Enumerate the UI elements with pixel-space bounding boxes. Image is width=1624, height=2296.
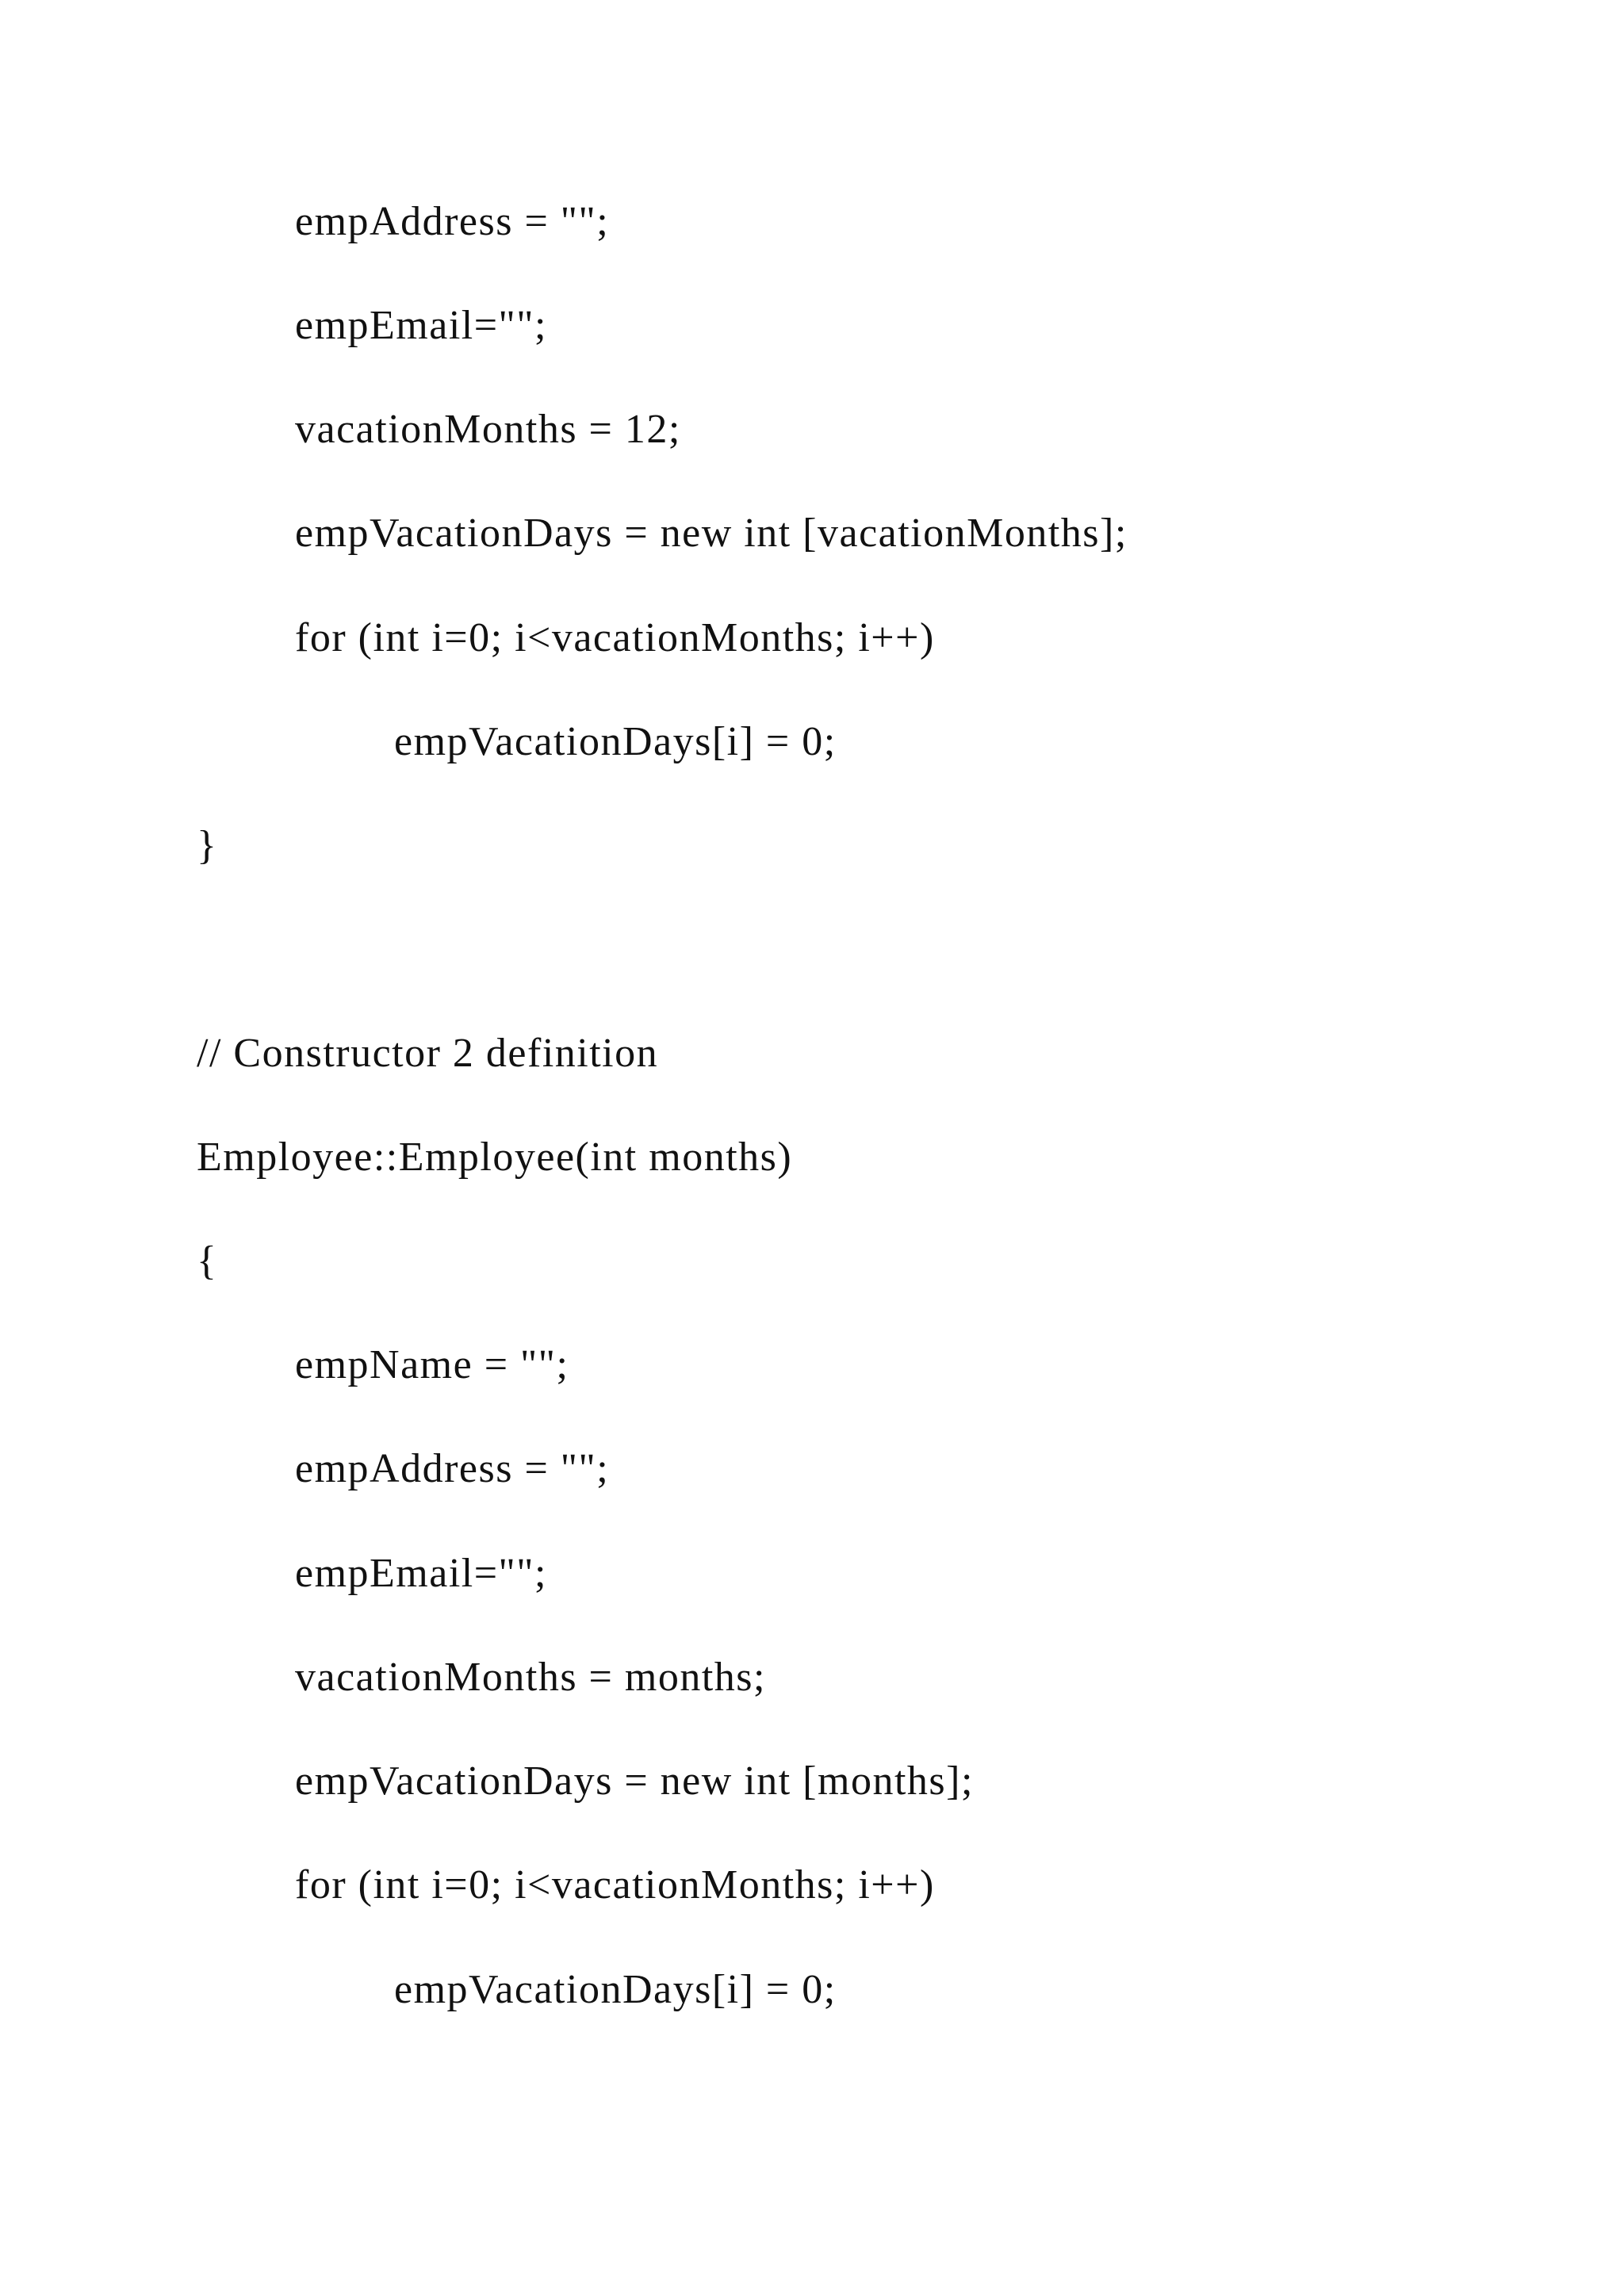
constructor-signature: Employee::Employee(int months)	[197, 1135, 793, 1180]
opening-brace: {	[197, 1238, 218, 1284]
code-line: vacationMonths = months;	[295, 1655, 766, 1700]
code-line: empVacationDays = new int [months];	[295, 1758, 974, 1804]
code-line: for (int i=0; i<vacationMonths; i++)	[295, 615, 935, 660]
code-line: empEmail="";	[295, 303, 547, 348]
code-line: empEmail="";	[295, 1551, 547, 1596]
code-comment: // Constructor 2 definition	[197, 1031, 659, 1076]
code-line: for (int i=0; i<vacationMonths; i++)	[295, 1862, 935, 1908]
code-line: empVacationDays[i] = 0;	[394, 1967, 837, 2012]
code-line: empVacationDays[i] = 0;	[394, 719, 837, 764]
code-line: empVacationDays = new int [vacationMonths];	[295, 511, 1128, 556]
code-line: vacationMonths = 12;	[295, 407, 681, 452]
code-line: empName = "";	[295, 1342, 569, 1387]
code-line: empAddress = "";	[295, 199, 610, 244]
code-line: empAddress = "";	[295, 1446, 610, 1491]
closing-brace: }	[197, 823, 218, 868]
